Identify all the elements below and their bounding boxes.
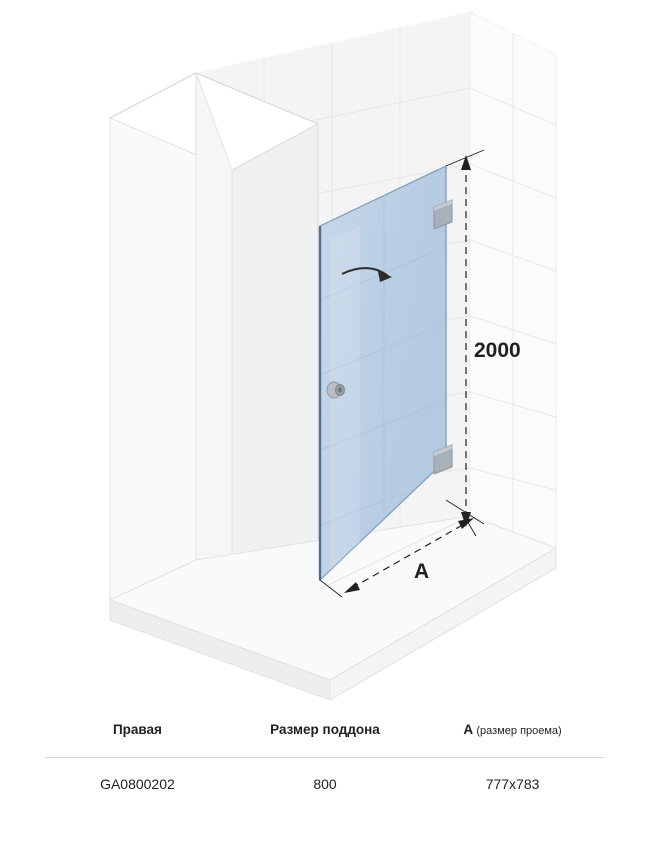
- header-opening-sub: (размер проема): [476, 725, 562, 737]
- spec-table: [45, 700, 605, 808]
- table-header-row: [45, 700, 605, 758]
- cell-code: GA0800202: [45, 758, 230, 809]
- header-side: Правая: [112, 722, 162, 737]
- cell-tray-size: 800: [230, 758, 420, 809]
- header-opening: [420, 700, 605, 758]
- cell-opening: 777x783: [420, 758, 605, 809]
- header-opening-main: A: [463, 722, 473, 737]
- right-side-wall: [470, 12, 556, 548]
- width-dimension-label: A: [414, 560, 430, 583]
- header-tray-size: Размер поддона: [270, 722, 380, 737]
- table-row: [45, 758, 605, 809]
- left-partition-wall: [110, 73, 318, 620]
- height-dimension-label: 2000: [474, 339, 521, 362]
- spec-table-container: [0, 700, 650, 808]
